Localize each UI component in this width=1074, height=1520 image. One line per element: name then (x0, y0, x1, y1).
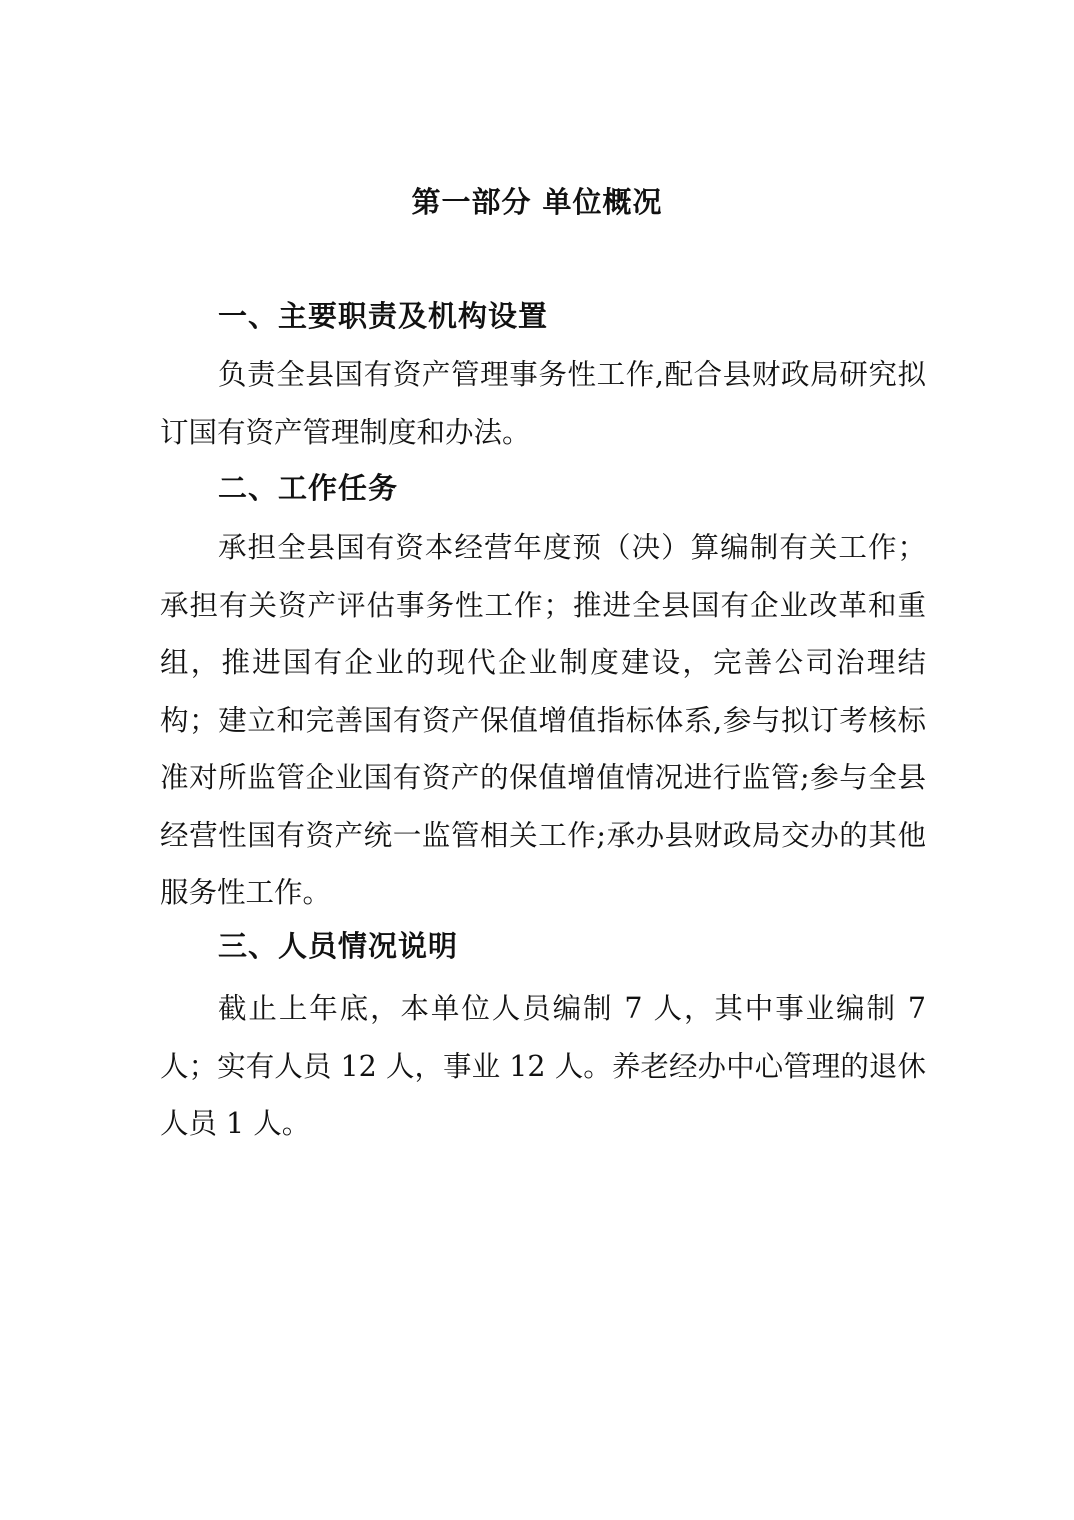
section-body-staff: 截止上年底，本单位人员编制 7 人，其中事业编制 7 人；实有人员 12 人，事业 12 人。养老经办中心管理的退休人员 1 人。 (160, 992, 936, 1140)
section-heading-tasks: 二、工作任务 (218, 471, 399, 505)
section-body-tasks: 承担全县国有资本经营年度预（决）算编制有关工作；承担有关资产评估事务性工作；推进全县国有企业改革和重组，推进国有企业的现代企业制度建设，完善公司治理结构；建立和完善国有资产保值增值指标体系,参与拟订考核标准对所监管企业国有资产的保值增值情况进行监管;参与全县经营性国有资产统一监管相关工作;承办县财政局交办的其他服务性工作。 (160, 531, 926, 909)
page-title: 第一部分 单位概况 (411, 185, 663, 219)
section-heading-staff: 三、人员情况说明 (218, 929, 459, 963)
section-heading-duties: 一、主要职责及机构设置 (218, 299, 549, 333)
section-body-duties: 负责全县国有资产管理事务性工作,配合县财政局研究拟订国有资产管理制度和办法。 (160, 358, 926, 449)
